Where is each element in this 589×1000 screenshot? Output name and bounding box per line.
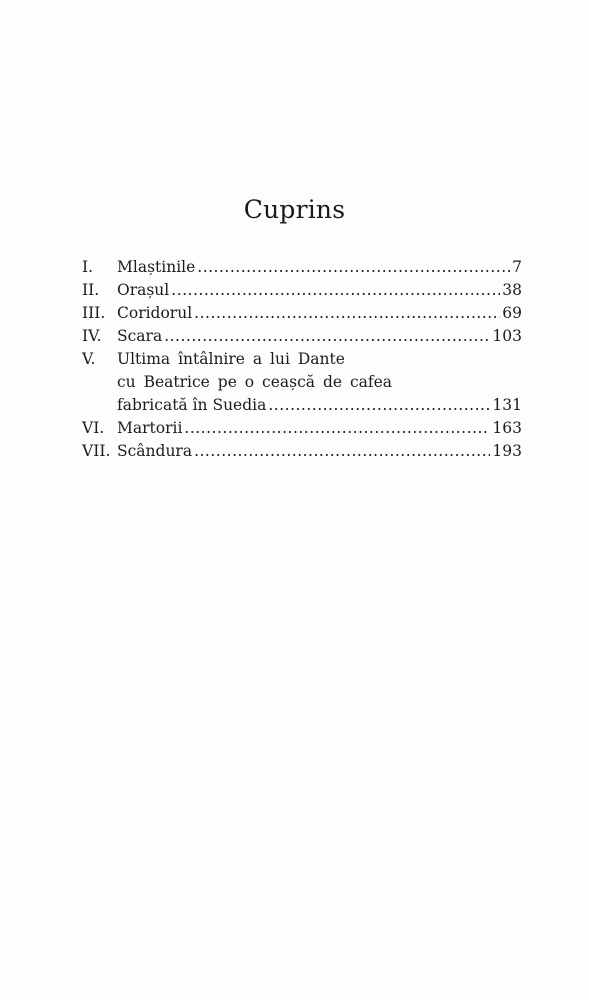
- chapter-title-line: Ultima întâlnire a lui Dante: [117, 350, 345, 368]
- chapter-title: fabricată în Suedia: [117, 396, 267, 414]
- chapter-number: V.: [82, 350, 96, 368]
- chapter-line: [117, 325, 522, 348]
- toc-entry: [82, 325, 522, 348]
- chapter-line: [117, 440, 522, 463]
- dot-leader: [171, 279, 500, 302]
- dot-leader: [164, 325, 490, 348]
- chapter-title-line: cu Beatrice pe o ceașcă de cafea: [117, 373, 393, 391]
- chapter-body: [117, 440, 522, 463]
- chapter-title: Orașul: [117, 281, 170, 299]
- chapter-line: [117, 256, 522, 279]
- page-number: 38: [502, 281, 522, 299]
- toc-entry: [82, 302, 522, 325]
- table-of-contents: [82, 256, 522, 463]
- chapter-number: I.: [82, 258, 94, 276]
- toc-entry: [82, 348, 522, 417]
- chapter-line: [117, 394, 522, 417]
- chapter-number: VII.: [82, 442, 111, 460]
- chapter-body: [117, 256, 522, 279]
- page-title: Cuprins: [243, 194, 346, 224]
- chapter-body: [117, 348, 522, 417]
- chapter-number: IV.: [82, 327, 102, 345]
- toc-entry: [82, 440, 522, 463]
- chapter-body: [117, 325, 522, 348]
- chapter-line: [117, 417, 522, 440]
- page-number: 69: [502, 304, 522, 322]
- toc-entry: [82, 256, 522, 279]
- dot-leader: [184, 417, 490, 440]
- page-number: 7: [512, 258, 522, 276]
- chapter-body: [117, 302, 522, 325]
- chapter-line: [117, 279, 522, 302]
- toc-entry: [82, 417, 522, 440]
- chapter-title: Mlaștinile: [117, 258, 196, 276]
- chapter-number: VI.: [82, 419, 105, 437]
- chapter-line: [117, 302, 522, 325]
- page-number: 163: [492, 419, 522, 437]
- page-number: 131: [492, 396, 522, 414]
- chapter-number: II.: [82, 281, 100, 299]
- chapter-number: III.: [82, 304, 106, 322]
- chapter-title: Coridorul: [117, 304, 193, 322]
- page-number: 193: [492, 442, 522, 460]
- dot-leader: [197, 256, 510, 279]
- chapter-title: Scândura: [117, 442, 193, 460]
- toc-entry: [82, 279, 522, 302]
- dot-leader: [268, 394, 490, 417]
- chapter-title: Martorii: [117, 419, 183, 437]
- page-number: 103: [492, 327, 522, 345]
- chapter-title: Scara: [117, 327, 163, 345]
- dot-leader: [194, 302, 500, 325]
- chapter-body: [117, 417, 522, 440]
- dot-leader: [194, 440, 490, 463]
- chapter-body: [117, 279, 522, 302]
